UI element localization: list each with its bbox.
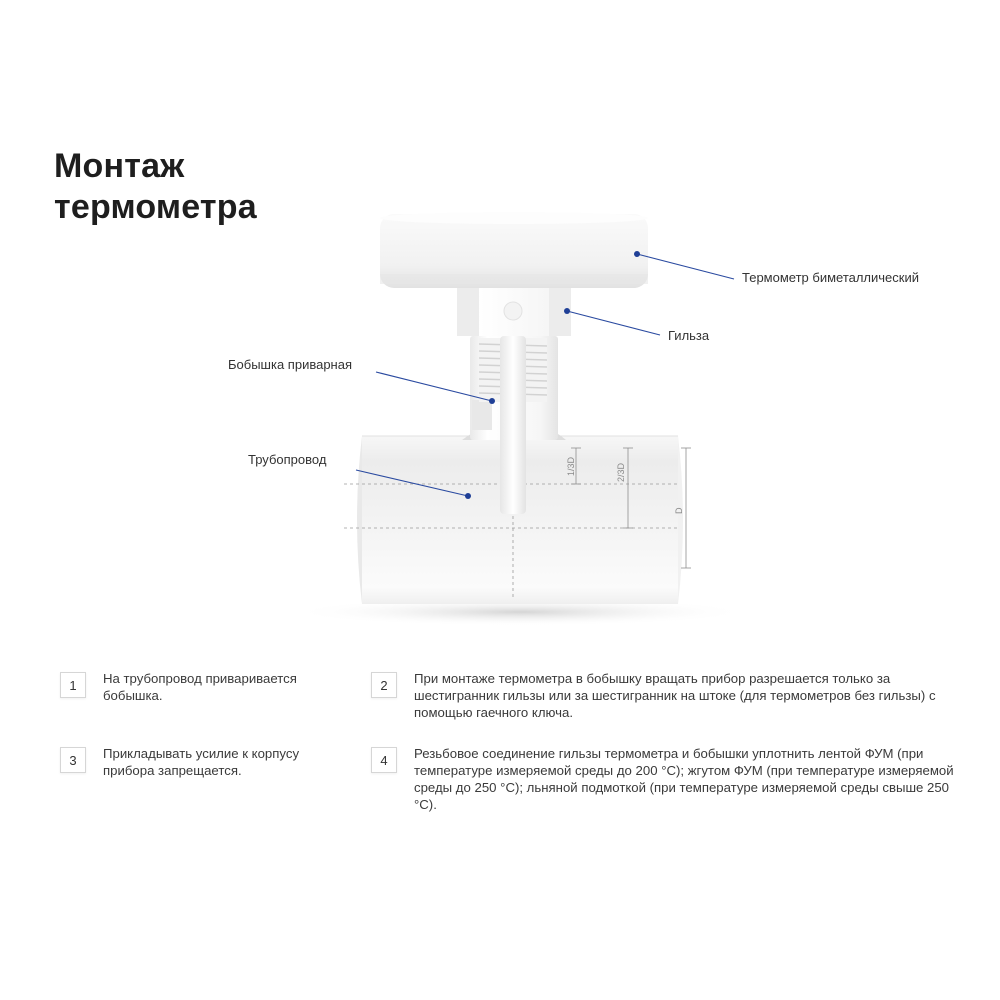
note-number-badge: 2	[371, 672, 397, 698]
title-line-1: Монтаж	[54, 147, 185, 185]
label-pipe: Трубопровод	[248, 452, 327, 467]
label-thermometer: Термометр биметаллический	[742, 270, 919, 285]
dimension-diameter-label: D	[674, 507, 684, 514]
note-2	[371, 670, 961, 721]
title-line-2: термометра	[54, 188, 257, 226]
note-4	[371, 745, 961, 813]
sleeve-hex	[457, 288, 571, 336]
note-number-badge: 4	[371, 747, 397, 773]
dimension-two-thirds-label: 2/3D	[616, 462, 626, 482]
leader-thermometer	[637, 254, 734, 279]
thermometer-head	[380, 212, 648, 288]
note-number-badge: 1	[60, 672, 86, 698]
note-text: На трубопровод приваривается бобышка.	[103, 671, 297, 703]
leader-sleeve	[567, 311, 660, 335]
note-text: Резьбовое соединение гильзы термометра и бобышки уплотнить лентой ФУМ (при температуре измеряемой среды до 200 °С); жгутом ФУМ (при температуре измеряемой среды до 250 °С); льняной подмоткой (при температуре измеряемой среды свыше 250 °С).	[414, 746, 954, 812]
note-1	[60, 670, 350, 704]
dot-boss	[489, 398, 495, 404]
note-3	[60, 745, 350, 779]
note-number-badge: 3	[60, 747, 86, 773]
note-text: Прикладывать усилие к корпусу прибора запрещается.	[103, 746, 300, 778]
label-boss: Бобышка приварная	[228, 357, 352, 372]
thermometer-stem	[500, 336, 526, 514]
note-text: При монтаже термометра в бобышку вращать прибор разрешается только за шестигранник гильзы или за шестигранник на штоке (для термометров без гильзы) с помощью гаечного ключа.	[414, 671, 936, 720]
label-sleeve: Гильза	[668, 328, 710, 343]
dot-thermometer	[634, 251, 640, 257]
dimension-one-third-label: 1/3D	[566, 456, 576, 476]
dot-sleeve	[564, 308, 570, 314]
dot-pipe	[465, 493, 471, 499]
